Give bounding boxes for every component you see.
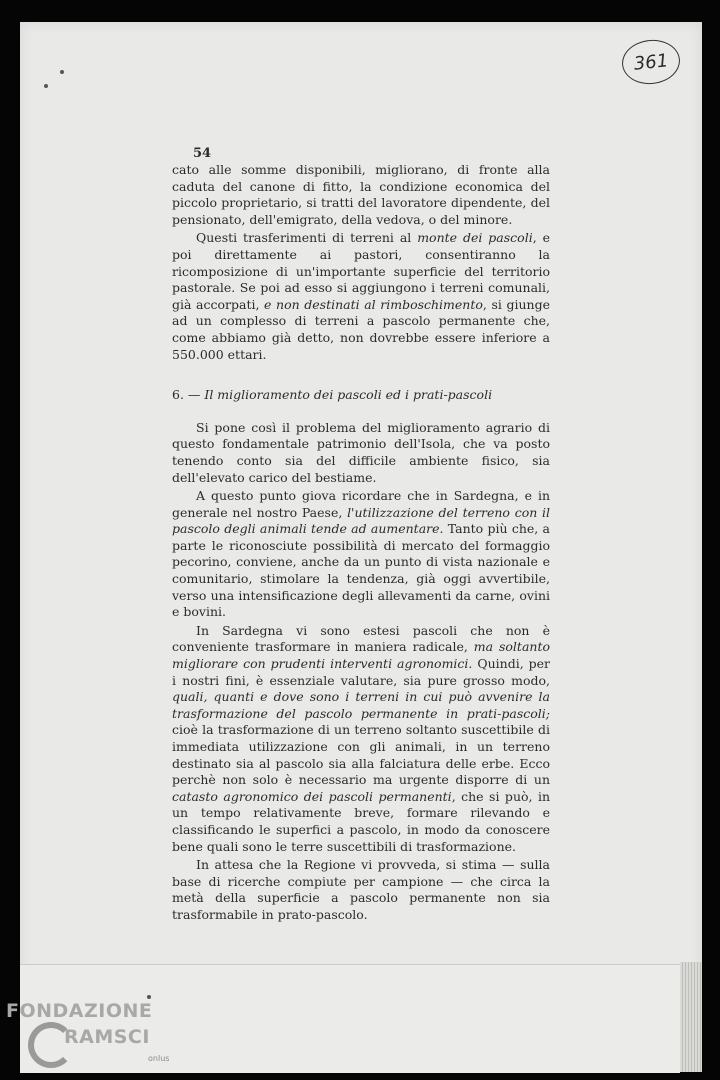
fondazione-gramsci-watermark — [6, 1000, 196, 1076]
scan-speck — [44, 84, 48, 88]
paragraph-1: cato alle somme disponibili, migliorano, di fronte alla caduta del canone di fitto, la condizione economica del piccolo proprietario, si tratti del lavoratore dipendente, del pensionato, dell'emigrato, della vedova, o del minore. — [172, 162, 550, 227]
text-run: , che si può, in un tempo relativamente breve, formare rilevando e classificando le superfici a pascolo, in modo da conoscere bene quali sono le terre suscettibili di trasformazione. — [172, 788, 551, 854]
italic-run: l'utilizzazione del terreno con il pascolo degli animali tende ad aumentare — [172, 504, 550, 537]
section-number: 6. — — [172, 387, 201, 403]
text-run: . Quindi, per i nostri fini, è essenziale valutare, sia pure grosso modo, — [172, 656, 550, 688]
archive-number: 361 — [632, 49, 670, 75]
paragraph-2 — [172, 230, 550, 363]
text-run: . Tanto più che, a parte le riconosciute possibilità di mercato del formaggio pecorino, conviene, anche da un punto di vista nazionale e comunitario, stimolare la tendenza, già oggi avvertibile, verso una intensificazione degli allevamenti da carne, ovini e bovini. — [172, 521, 550, 620]
text-run: , e poi direttamente ai pastori, consentiranno la ricomposizione di un'importante superficie del territorio pastorale. Se poi ad esso si aggiungono i terreni comunali, già accorpati, — [172, 230, 550, 312]
text-run: A questo punto giova ricordare che in Sardegna, e in generale nel nostro Paese, — [172, 488, 550, 520]
text-run: , si giunge ad un complesso di terreni a pascolo permanente che, come abbiamo già detto, non dovrebbe essere inferiore a 550.000 ettari. — [172, 296, 550, 362]
watermark-line-2: RAMSCI — [64, 1026, 150, 1048]
paragraph-6: In attesa che la Regione vi provveda, si stima — sulla base di ricerche compiute per campione — che circa la metà della superficie a pascolo permanente non sia trasformabile in prato-pascolo. — [172, 857, 550, 922]
italic-run: quali, quanti e dove sono i terreni in cui può avvenire la trasformazione del pascolo permanente in prati-pascoli; — [172, 689, 550, 721]
paragraph-5 — [172, 623, 550, 855]
text-run: In Sardegna vi sono estesi pascoli che non è conveniente trasformare in maniera radicale, — [172, 622, 550, 655]
scan-speck — [60, 70, 64, 74]
italic-run: catasto agronomico dei pascoli permanenti — [172, 788, 452, 804]
page-edge-strip — [680, 962, 702, 1072]
page-number: 54 — [193, 146, 212, 161]
italic-run: e non destinati al rimboschimento — [264, 296, 483, 312]
text-run: Questi trasferimenti di terreni al — [196, 230, 418, 246]
italic-run: ma soltanto migliorare con prudenti interventi agronomici — [172, 639, 550, 672]
scan-speck — [147, 995, 151, 999]
watermark-line-1: FONDAZIONE — [6, 1000, 153, 1022]
section-heading — [172, 387, 550, 404]
document-body — [172, 148, 550, 926]
paragraph-4 — [172, 488, 550, 621]
text-run: cioè la trasformazione di un terreno soltanto suscettibile di immediata utilizzazione con gli animali, in un terreno destinato sia al pascolo sia alla falciatura delle erbe. Ecco perchè non solo è necessario ma urgente disporre di un — [172, 722, 550, 788]
paragraph-3: Si pone così il problema del miglioramento agrario di questo fondamentale patrimonio dell'Isola, che va posto tenendo conto sia del difficile ambiente fisico, sia dell'elevato carico del bestiame. — [172, 419, 550, 485]
italic-run: monte dei pascoli — [417, 230, 533, 246]
section-title: Il miglioramento dei pascoli ed i prati-pascoli — [204, 387, 493, 403]
watermark-subtitle: onlus — [148, 1054, 170, 1063]
